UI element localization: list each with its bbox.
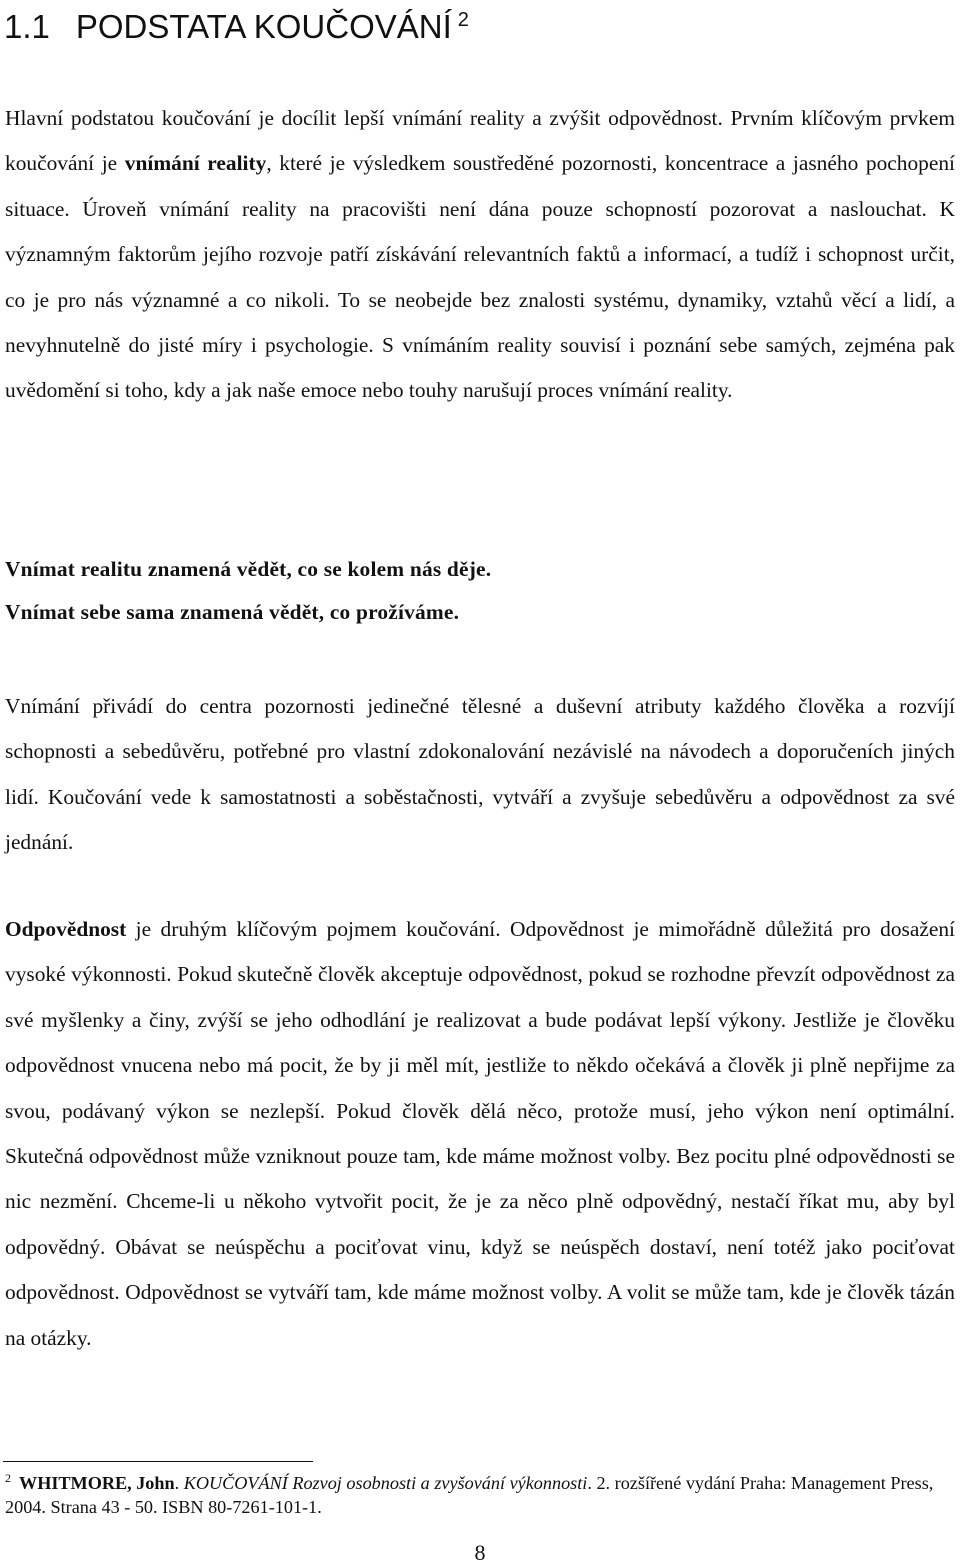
footnote-title: KOUČOVÁNÍ Rozvoj osobnosti a zvyšování výkonnosti xyxy=(183,1473,588,1493)
key-statement: Vnímat sebe sama znamená vědět, co prožíváme. xyxy=(5,600,460,624)
paragraph-text: Hlavní podstatou koučování je docílit lepší vnímání reality a zvýšit odpovědnost. Prvním klíčovým prvkem koučování je xyxy=(5,106,955,176)
section-heading xyxy=(4,0,469,47)
key-statements xyxy=(5,548,955,634)
paragraph-text: je druhým klíčovým pojmem koučování. Odpovědnost je mimořádně důležitá pro dosažení vysoké výkonnosti. Pokud skutečně člověk akceptuje odpovědnost, pokud se rozhodne převzít odpovědnost za své myšlenky a činy, zvýší se jeho odhodlání je realizovat a bude podávat lepší výkony. Jestliže je člověku odpovědnost vnucena nebo má pocit, že by ji měl mít, jestliže to někdo očekává a člověk ji plně nepřijme za svou, podávaný výkon se nezlepší. Pokud člověk dělá něco, protože musí, jeho výkon není optimální. Skutečná odpovědnost může vzniknout pouze tam, kde máme možnost volby. Bez pocitu plné odpovědnosti se nic nezmění. Chceme-li u někoho vytvořit pocit, že je za něco plně odpovědný, nestačí říkat mu, aby byl odpovědný. Obávat se neúspěchu a pociťovat vinu, když se neúspěch dostaví, není totéž jako pociťovat odpovědnost. Odpovědnost se vytváří tam, kde máme možnost volby. A volit se může tam, kde je člověk tázán na otázky. xyxy=(5,917,955,1350)
footnote-text: . 2. rozšířené vydání Praha: Management Press, 2004. Strana 43 - 50. ISBN 80-7261-101-1. xyxy=(5,1473,934,1517)
section-title: PODSTATA KOUČOVÁNÍ xyxy=(75,8,452,45)
paragraph-perception: Vnímání přivádí do centra pozornosti jedinečné tělesné a duševní atributy každého člověka a rozvíjí schopnosti a sebedůvěru, potřebné pro vlastní zdokonalování nezávislé na návodech a doporučeních jiných lidí. Koučování vede k samostatnosti a soběstačnosti, vytváří a zvyšuje sebedůvěru a odpovědnost za své jednání. xyxy=(5,694,955,855)
emphasis-term: Odpovědnost xyxy=(5,917,127,941)
paragraph-responsibility xyxy=(5,907,955,1361)
emphasis-term: vnímání reality xyxy=(124,151,267,176)
section-number: 1.1 xyxy=(4,8,50,45)
footnote-separator xyxy=(3,1461,313,1462)
key-statement: Vnímat realitu znamená vědět, co se kolem nás děje. xyxy=(5,557,492,581)
footnote xyxy=(5,1466,955,1519)
footnote-text: . xyxy=(174,1473,184,1493)
paragraph-reality-perception xyxy=(5,96,955,414)
page-number: 8 xyxy=(474,1540,486,1565)
footnote-reference: 2 xyxy=(457,9,469,31)
footnote-author: WHITMORE, John xyxy=(19,1473,175,1493)
footnote-number: 2 xyxy=(5,1471,11,1485)
paragraph-text: , které je výsledkem soustředěné pozornosti, koncentrace a jasného pochopení situace. Úroveň vnímání reality na pracovišti není dána pouze schopností pozorovat a naslouchat. K významným faktorům jejího rozvoje patří získávání relevantních faktů a informací, a tudíž i schopnost určit, co je pro nás významné a co nikoli. To se neobejde bez znalosti systému, dynamiky, vztahů věcí a lidí, a nevyhnutelně do jisté míry i psychologie. S vnímáním reality souvisí i poznání sebe samých, zejména pak uvědomění si toho, kdy a jak naše emoce nebo touhy narušují proces vnímání reality. xyxy=(5,151,955,403)
